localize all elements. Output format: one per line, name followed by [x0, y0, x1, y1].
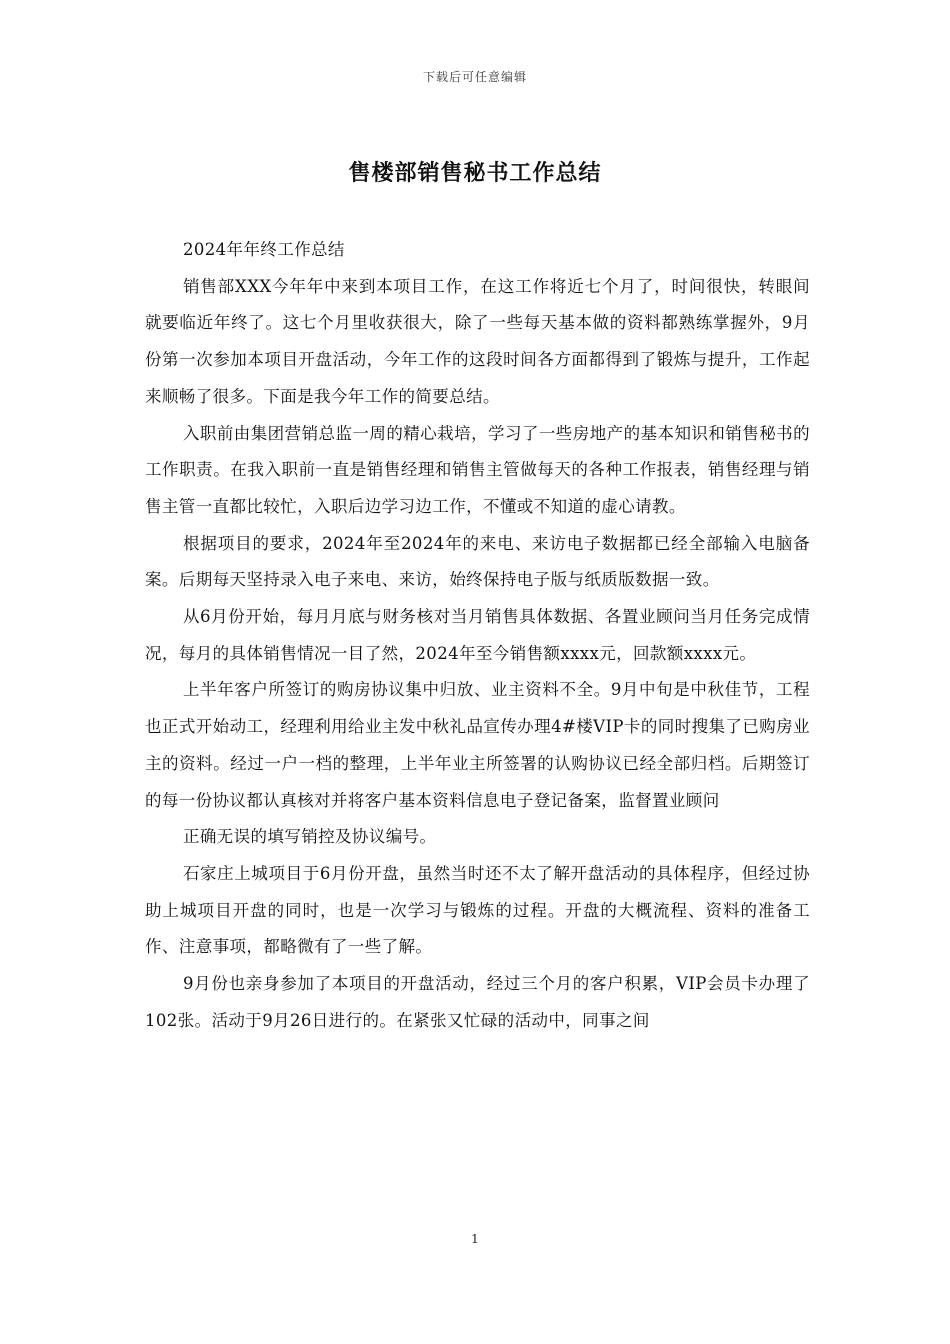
document-title: 售楼部销售秘书工作总结 [348, 160, 602, 186]
paragraph: 石家庄上城项目于6月份开盘，虽然当时还不太了解开盘活动的具体程序，但经过协助上城项目开盘的同时，也是一次学习与锻炼的过程。开盘的大概流程、资料的准备工作、注意事项，都略微有了一些了解。 [145, 863, 810, 957]
page-header-note: 下载后可任意编辑 [422, 70, 527, 84]
paragraph-subtitle: 2024年年终工作总结 [182, 240, 345, 259]
paragraph: 上半年客户所签订的购房协议集中归放、业主资料不全。9月中旬是中秋佳节，工程也正式开始动工，经理利用给业主发中秋礼品宣传办理4#楼VIP卡的同时搜集了已购房业主的资料。经过一户一档的整理，上半年业主所签署的认购协议已经全部归档。后期签订的每一份协议都认真核对并将客户基本资料信息电子登记备案，监督置业顾问 [145, 680, 810, 810]
paragraph: 销售部XXX今年年中来到本项目工作，在这工作将近七个月了，时间很快，转眼间就要临近年终了。这七个月里收获很大，除了一些每天基本做的资料都熟练掌握外，9月份第一次参加本项目开盘活动，今年工作的这段时间各方面都得到了锻炼与提升，工作起来顺畅了很多。下面是我今年工作的简要总结。 [145, 276, 810, 406]
paragraph: 入职前由集团营销总监一周的精心栽培，学习了一些房地产的基本知识和销售秘书的工作职责。在我入职前一直是销售经理和销售主管做每天的各种工作报表，销售经理与销售主管一直都比较忙，入职后边学习边工作，不懂或不知道的虚心请教。 [145, 423, 810, 516]
paragraph: 从6月份开始，每月月底与财务核对当月销售具体数据、各置业顾问当月任务完成情况，每月的具体销售情况一目了然，2024年至今销售额xxxx元，回款额xxxx元。 [145, 607, 810, 663]
paragraph: 根据项目的要求，2024年至2024年的来电、来访电子数据都已经全部输入电脑备案。后期每天坚持录入电子来电、来访，始终保持电子版与纸质版数据一致。 [145, 533, 810, 590]
page-number: 1 [471, 1232, 479, 1246]
paragraph: 正确无误的填写销控及协议编号。 [182, 827, 437, 847]
paragraph: 9月份也亲身参加了本项目的开盘活动，经过三个月的客户积累，VIP会员卡办理了102张。活动于9月26日进行的。在紧张又忙碌的活动中，同事之间 [145, 974, 810, 1030]
document-body [145, 232, 810, 1039]
